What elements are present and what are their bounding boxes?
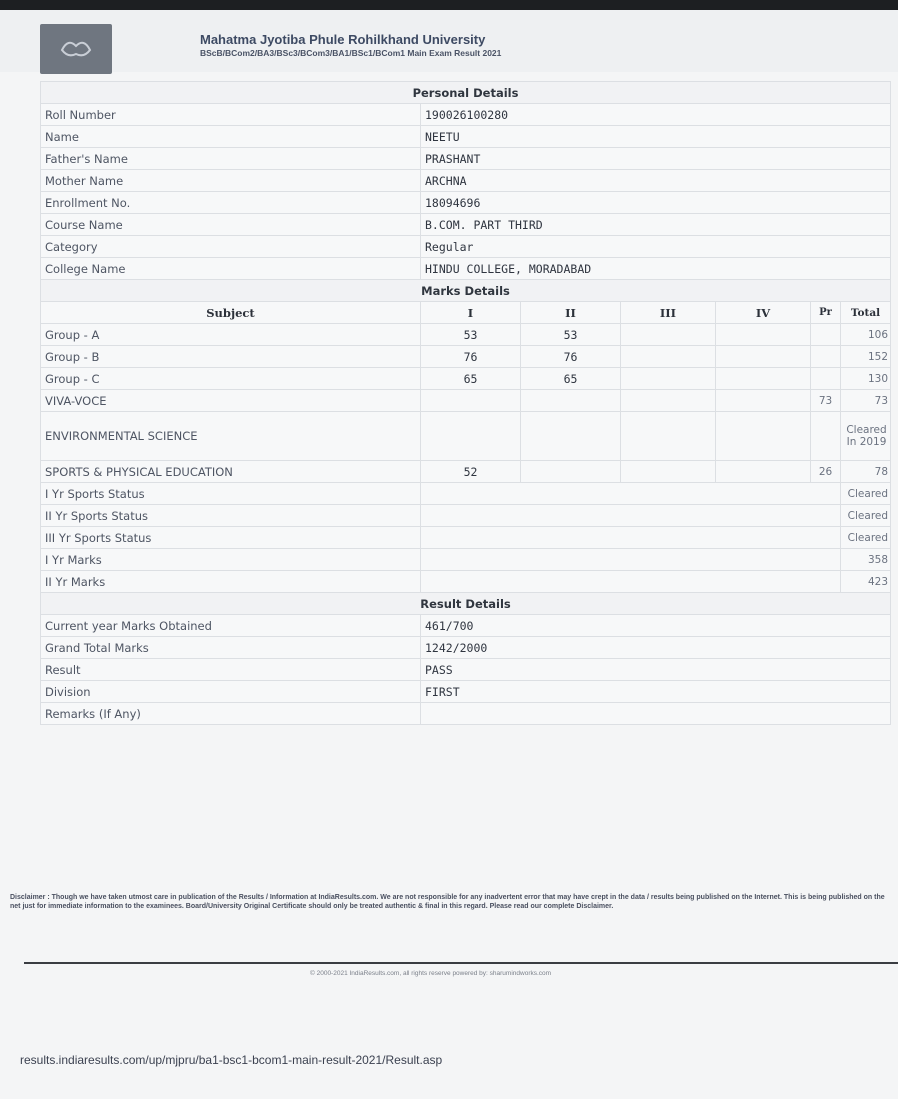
result-label: Result xyxy=(41,659,421,681)
personal-row xyxy=(41,170,891,192)
marks-details-heading: Marks Details xyxy=(41,280,891,302)
marks-pr xyxy=(811,324,841,346)
marks-row xyxy=(41,461,891,483)
personal-label: Name xyxy=(41,126,421,148)
result-details-heading: Result Details xyxy=(41,593,891,615)
marks-total: 78 xyxy=(841,461,891,483)
result-row xyxy=(41,681,891,703)
marks-iv xyxy=(716,390,811,412)
result-value: 1242/2000 xyxy=(421,637,891,659)
result-value: FIRST xyxy=(421,681,891,703)
col-header-iv: IV xyxy=(716,302,811,324)
result-label: Remarks (If Any) xyxy=(41,703,421,725)
university-name: Mahatma Jyotiba Phule Rohilkhand University xyxy=(200,32,486,47)
subject-name: Group - B xyxy=(41,346,421,368)
status-row xyxy=(41,549,891,571)
result-label: Grand Total Marks xyxy=(41,637,421,659)
marks-total: 130 xyxy=(841,368,891,390)
subject-name: Group - C xyxy=(41,368,421,390)
status-label: III Yr Sports Status xyxy=(41,527,421,549)
status-blank xyxy=(421,527,841,549)
marks-header-row xyxy=(41,302,891,324)
marks-ii: 53 xyxy=(521,324,621,346)
marks-ii: 65 xyxy=(521,368,621,390)
personal-row xyxy=(41,258,891,280)
exam-subtitle: BScB/BCom2/BA3/BSc3/BCom3/BA1/BSc1/BCom1 Main Exam Result 2021 xyxy=(200,48,502,58)
result-row xyxy=(41,659,891,681)
personal-value: 190026100280 xyxy=(421,104,891,126)
marks-iv xyxy=(716,461,811,483)
marks-total: 106 xyxy=(841,324,891,346)
marks-i: 52 xyxy=(421,461,521,483)
marks-ii: 76 xyxy=(521,346,621,368)
col-header-subject: Subject xyxy=(41,302,421,324)
marks-i: 53 xyxy=(421,324,521,346)
marks-iii xyxy=(621,412,716,461)
marks-row xyxy=(41,346,891,368)
col-header-ii: II xyxy=(521,302,621,324)
status-value: Cleared xyxy=(841,483,891,505)
marks-i: 76 xyxy=(421,346,521,368)
subject-name: VIVA-VOCE xyxy=(41,390,421,412)
result-label: Current year Marks Obtained xyxy=(41,615,421,637)
marks-iii xyxy=(621,346,716,368)
university-logo-icon xyxy=(40,24,112,74)
marks-pr xyxy=(811,412,841,461)
personal-label: Course Name xyxy=(41,214,421,236)
status-row xyxy=(41,483,891,505)
status-label: II Yr Sports Status xyxy=(41,505,421,527)
personal-label: Mother Name xyxy=(41,170,421,192)
personal-value: B.COM. PART THIRD xyxy=(421,214,891,236)
subject-name: SPORTS & PHYSICAL EDUCATION xyxy=(41,461,421,483)
status-value: 358 xyxy=(841,549,891,571)
status-value: Cleared xyxy=(841,505,891,527)
status-blank xyxy=(421,483,841,505)
col-header-pr: Pr xyxy=(811,302,841,324)
personal-row xyxy=(41,236,891,258)
marks-iv xyxy=(716,346,811,368)
personal-row xyxy=(41,192,891,214)
marks-ii xyxy=(521,390,621,412)
status-blank xyxy=(421,571,841,593)
marks-row xyxy=(41,368,891,390)
status-value: Cleared xyxy=(841,527,891,549)
browser-top-edge xyxy=(0,0,898,10)
personal-value: HINDU COLLEGE, MORADABAD xyxy=(421,258,891,280)
subject-name: Group - A xyxy=(41,324,421,346)
marks-pr: 26 xyxy=(811,461,841,483)
subject-name: ENVIRONMENTAL SCIENCE xyxy=(41,412,421,461)
status-value: 423 xyxy=(841,571,891,593)
marks-i: 65 xyxy=(421,368,521,390)
personal-label: Enrollment No. xyxy=(41,192,421,214)
personal-row xyxy=(41,104,891,126)
personal-label: College Name xyxy=(41,258,421,280)
status-row xyxy=(41,571,891,593)
marks-total: Cleared In 2019 xyxy=(841,412,891,461)
personal-label: Father's Name xyxy=(41,148,421,170)
marks-iv xyxy=(716,324,811,346)
result-table xyxy=(40,81,891,725)
status-label: I Yr Marks xyxy=(41,549,421,571)
footer-divider xyxy=(24,962,898,964)
marks-ii xyxy=(521,412,621,461)
marks-iv xyxy=(716,412,811,461)
col-header-total: Total xyxy=(841,302,891,324)
marks-pr: 73 xyxy=(811,390,841,412)
marks-row xyxy=(41,324,891,346)
status-row xyxy=(41,527,891,549)
marks-pr xyxy=(811,368,841,390)
col-header-iii: III xyxy=(621,302,716,324)
marks-pr xyxy=(811,346,841,368)
personal-row xyxy=(41,126,891,148)
result-row xyxy=(41,637,891,659)
disclaimer-text: Disclaimer : Though we have taken utmost care in publication of the Results / Information at IndiaResults.com. We are not responsible for any inadvertent error that may have crept in the data / results being published on the Internet. This is being published on the net just for immediate information to the examinees. Board/University Original Certificate should only be treated authentic & final in this regard. Please read our complete Disclaimer. xyxy=(10,894,885,910)
page-header xyxy=(0,10,898,72)
col-header-i: I xyxy=(421,302,521,324)
result-value: 461/700 xyxy=(421,615,891,637)
status-row xyxy=(41,505,891,527)
status-label: II Yr Marks xyxy=(41,571,421,593)
marks-iii xyxy=(621,324,716,346)
personal-value: ARCHNA xyxy=(421,170,891,192)
personal-value: NEETU xyxy=(421,126,891,148)
result-row xyxy=(41,615,891,637)
result-row xyxy=(41,703,891,725)
marks-row xyxy=(41,412,891,461)
status-blank xyxy=(421,549,841,571)
personal-row xyxy=(41,148,891,170)
marks-total: 152 xyxy=(841,346,891,368)
personal-row xyxy=(41,214,891,236)
marks-i xyxy=(421,412,521,461)
marks-iii xyxy=(621,461,716,483)
personal-value: 18094696 xyxy=(421,192,891,214)
marks-i xyxy=(421,390,521,412)
result-label: Division xyxy=(41,681,421,703)
result-value: PASS xyxy=(421,659,891,681)
copyright-text: © 2000-2021 IndiaResults.com, all rights reserve powered by: sharumindworks.com xyxy=(310,970,552,977)
personal-details-heading: Personal Details xyxy=(41,82,891,104)
status-label: I Yr Sports Status xyxy=(41,483,421,505)
marks-total: 73 xyxy=(841,390,891,412)
status-blank xyxy=(421,505,841,527)
marks-row xyxy=(41,390,891,412)
marks-ii xyxy=(521,461,621,483)
marks-iv xyxy=(716,368,811,390)
personal-value: Regular xyxy=(421,236,891,258)
marks-iii xyxy=(621,390,716,412)
personal-label: Roll Number xyxy=(41,104,421,126)
personal-label: Category xyxy=(41,236,421,258)
personal-value: PRASHANT xyxy=(421,148,891,170)
marks-iii xyxy=(621,368,716,390)
page-url: results.indiaresults.com/up/mjpru/ba1-bsc1-bcom1-main-result-2021/Result.asp xyxy=(20,1053,443,1067)
result-value xyxy=(421,703,891,725)
